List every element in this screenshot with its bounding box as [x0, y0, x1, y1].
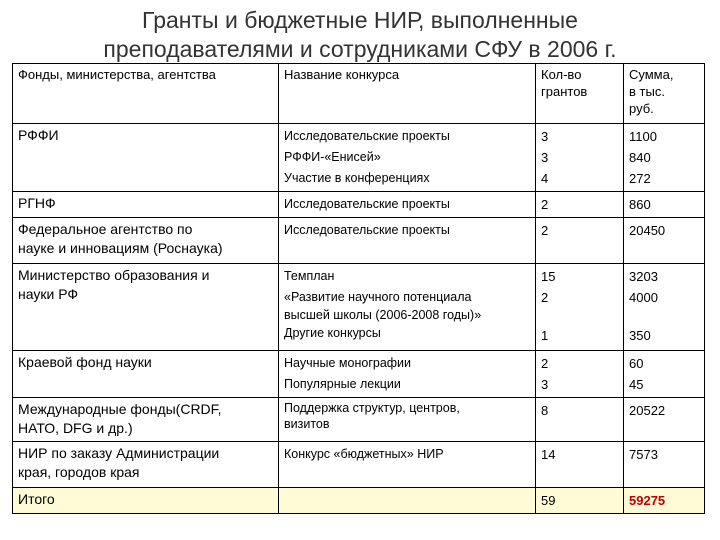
table-row	[13, 264, 705, 351]
contest-cell: Научные монографии Популярные лекции	[279, 351, 536, 398]
grants-table	[12, 63, 705, 514]
org-cell: Министерство образования и науки РФ	[13, 264, 279, 351]
sum-cell: 1100 840 272	[624, 124, 705, 192]
count-cell: 15 2 1	[536, 264, 624, 351]
count-cell: 14	[536, 442, 624, 488]
total-label: Итого	[13, 488, 279, 514]
org-cell: РФФИ	[13, 124, 279, 192]
table-row	[13, 351, 705, 398]
total-empty	[279, 488, 536, 514]
contest-cell: Исследовательские проекты РФФИ-«Енисей» Участие в конференциях	[279, 124, 536, 192]
contest-cell: Исследовательские проекты	[279, 218, 536, 264]
count-cell: 2	[536, 192, 624, 218]
org-cell: Международные фонды(CRDF, НАТО, DFG и др.)	[13, 398, 279, 442]
title-line-1: Гранты и бюджетные НИР, выполненные	[142, 7, 578, 33]
total-sum: 59275	[624, 488, 705, 514]
contest-cell: Исследовательские проекты	[279, 192, 536, 218]
header-count: Кол-во грантов	[536, 64, 624, 124]
header-sum: Сумма, в тыс. руб.	[624, 64, 705, 124]
org-cell: Федеральное агентство по науке и инновациям (Роснаука)	[13, 218, 279, 264]
org-cell: Краевой фонд науки	[13, 351, 279, 398]
sum-cell: 60 45	[624, 351, 705, 398]
slide-title	[0, 6, 720, 64]
org-cell: НИР по заказу Администрации края, городов края	[13, 442, 279, 488]
table-row	[13, 218, 705, 264]
title-line-2: преподавателями и сотрудниками СФУ в 2006 г.	[103, 36, 617, 62]
sum-cell: 860	[624, 192, 705, 218]
count-cell: 3 3 4	[536, 124, 624, 192]
org-cell: РГНФ	[13, 192, 279, 218]
contest-cell: Конкурс «бюджетных» НИР	[279, 442, 536, 488]
contest-cell: Поддержка структур, центров, визитов	[279, 398, 536, 442]
contest-cell: Темплан «Развитие научного потенциала высшей школы (2006-2008 годы)» Другие конкурсы	[279, 264, 536, 351]
table-row	[13, 442, 705, 488]
table-row	[13, 192, 705, 218]
count-cell: 2	[536, 218, 624, 264]
table-row	[13, 124, 705, 192]
header-org: Фонды, министерства, агентства	[13, 64, 279, 124]
count-cell: 2 3	[536, 351, 624, 398]
header-row	[13, 64, 705, 124]
table-row	[13, 398, 705, 442]
total-count: 59	[536, 488, 624, 514]
sum-cell: 7573	[624, 442, 705, 488]
sum-cell: 3203 4000 350	[624, 264, 705, 351]
header-contest: Название конкурса	[279, 64, 536, 124]
count-cell: 8	[536, 398, 624, 442]
sum-cell: 20522	[624, 398, 705, 442]
sum-cell: 20450	[624, 218, 705, 264]
total-row	[13, 488, 705, 514]
